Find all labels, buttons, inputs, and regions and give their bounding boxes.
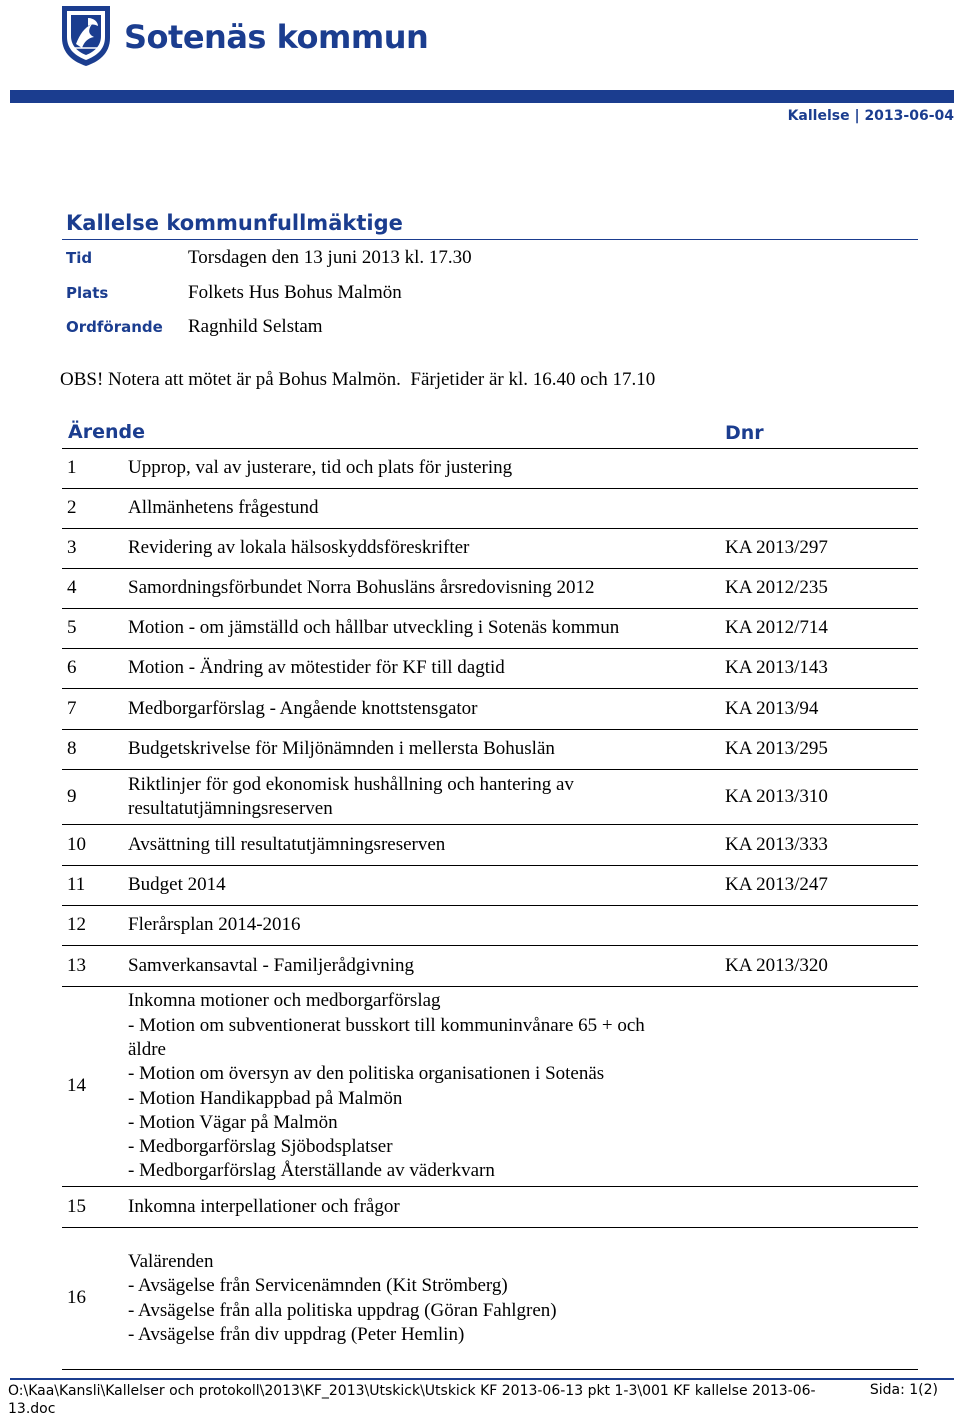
item-line: Valärenden — [128, 1250, 214, 1272]
page-title: Kallelse kommunfullmäktige — [66, 211, 403, 235]
meeting-notice: OBS! Notera att mötet är på Bohus Malmön. Färjetider är kl. 16.40 och 17.10 — [60, 369, 656, 390]
item-dnr: KA 2012/714 — [725, 617, 828, 639]
agenda-row — [62, 866, 918, 906]
agenda-row — [62, 770, 918, 825]
item-line: Avsättning till resultatutjämningsreserven — [128, 833, 446, 855]
item-dnr: KA 2013/310 — [725, 785, 828, 807]
agenda-row — [62, 609, 918, 649]
item-line: - Motion om översyn av den politiska organisationen i Sotenäs — [128, 1063, 605, 1085]
item-number: 12 — [67, 914, 86, 936]
info-row-tid — [66, 243, 472, 273]
agenda-header — [62, 415, 918, 449]
item-number: 3 — [67, 537, 77, 559]
item-line: Samordningsförbundet Norra Bohusläns årsredovisning 2012 — [128, 577, 595, 599]
item-number: 5 — [67, 617, 77, 639]
agenda-row — [62, 730, 918, 770]
info-row-ordforande — [66, 312, 323, 342]
item-title — [128, 616, 725, 640]
item-title — [128, 576, 725, 600]
item-title — [128, 737, 725, 761]
tid-value: Torsdagen den 13 juni 2013 kl. 17.30 — [188, 247, 472, 268]
item-title — [128, 954, 725, 978]
agenda-row — [62, 449, 918, 489]
item-number: 6 — [67, 657, 77, 679]
item-dnr: KA 2012/235 — [725, 577, 828, 599]
item-line: Flerårsplan 2014-2016 — [128, 914, 301, 936]
org-name: Sotenäs kommun — [124, 18, 429, 56]
item-line: Budget 2014 — [128, 874, 226, 896]
item-line: Motion - Ändring av mötestider för KF till dagtid — [128, 657, 505, 679]
item-title — [128, 1250, 725, 1347]
item-line: Motion - om jämställd och hållbar utveckling i Sotenäs kommun — [128, 617, 620, 639]
item-title — [128, 833, 725, 857]
item-number: 15 — [67, 1195, 86, 1217]
item-line: resultatutjämningsreserven — [128, 798, 333, 819]
item-line: - Avsägelse från Servicenämnden (Kit Strömberg) — [128, 1275, 508, 1297]
item-number: 8 — [67, 738, 77, 760]
item-number: 1 — [67, 457, 77, 479]
item-number: 7 — [67, 697, 77, 719]
plats-label: Plats — [66, 284, 109, 302]
item-line: äldre — [128, 1038, 166, 1060]
crest-icon — [58, 4, 114, 68]
ordforande-label: Ordförande — [66, 318, 163, 336]
plats-value: Folkets Hus Bohus Malmön — [188, 282, 402, 303]
item-line: Upprop, val av justerare, tid och plats för justering — [128, 457, 513, 479]
item-line: Allmänhetens frågestund — [128, 497, 319, 519]
agenda-row — [62, 489, 918, 529]
file-path: O:\Kaa\Kansli\Kallelser och protokoll\2013\KF_2013\Utskick\Utskick KF 2013-06-13 pkt 1-3\001 KF kallelse 2013-06-13.doc — [8, 1383, 816, 1417]
item-line: - Medborgarförslag Sjöbodsplatser — [128, 1136, 393, 1158]
item-number: 10 — [67, 833, 86, 855]
item-title — [128, 873, 725, 897]
item-number: 11 — [67, 874, 86, 896]
ordforande-value: Ragnhild Selstam — [188, 316, 323, 337]
item-number: 14 — [67, 1075, 86, 1097]
item-title — [128, 496, 725, 520]
item-dnr: KA 2013/320 — [725, 954, 828, 976]
item-line: Budgetskrivelse för Miljönämnden i mellersta Bohuslän — [128, 738, 555, 760]
item-dnr: KA 2013/247 — [725, 874, 828, 896]
item-number: 13 — [67, 954, 86, 976]
item-title — [128, 536, 725, 560]
item-line: Samverkansavtal - Familjerådgivning — [128, 954, 414, 976]
item-number: 4 — [67, 577, 77, 599]
item-dnr: KA 2013/143 — [725, 657, 828, 679]
item-line: - Medborgarförslag Återställande av väderkvarn — [128, 1160, 495, 1182]
agenda-row — [62, 689, 918, 730]
item-title — [128, 456, 725, 480]
item-line: - Motion Vägar på Malmön — [128, 1111, 338, 1133]
item-title — [128, 1195, 725, 1219]
document-reference: Kallelse | 2013-06-04 — [787, 108, 954, 124]
agenda-row — [62, 825, 918, 866]
agenda-row — [62, 906, 918, 946]
item-line: Inkomna interpellationer och frågor — [128, 1195, 400, 1217]
item-line: - Motion om subventionerat busskort till kommuninvånare 65 + och — [128, 1014, 645, 1036]
item-number: 16 — [67, 1287, 86, 1309]
info-row-plats — [66, 278, 402, 308]
item-dnr: KA 2013/94 — [725, 697, 819, 719]
agenda-body — [62, 449, 918, 1370]
item-title — [128, 656, 725, 680]
agenda-row — [62, 946, 918, 987]
column-header-dnr: Dnr — [725, 422, 764, 444]
header-bar — [10, 90, 954, 103]
item-title — [128, 773, 725, 822]
agenda-row — [62, 1228, 918, 1370]
item-line: Inkomna motioner och medborgarförslag — [128, 990, 441, 1012]
agenda-table — [62, 415, 918, 1370]
agenda-row — [62, 529, 918, 569]
item-line: - Motion Handikappbad på Malmön — [128, 1087, 403, 1109]
item-line: - Avsägelse från alla politiska uppdrag (Göran Fahlgren) — [128, 1299, 557, 1321]
org-logo — [58, 3, 428, 69]
item-line: - Avsägelse från div uppdrag (Peter Hemlin) — [128, 1323, 465, 1345]
item-line: Revidering av lokala hälsoskyddsföreskrifter — [128, 537, 470, 559]
item-dnr: KA 2013/295 — [725, 738, 828, 760]
page-number: Sida: 1(2) — [869, 1382, 938, 1398]
item-line: Riktlinjer för god ekonomisk hushållning och hantering av — [128, 773, 574, 795]
item-title — [128, 989, 725, 1183]
agenda-row — [62, 569, 918, 609]
agenda-row — [62, 987, 918, 1187]
item-number: 9 — [67, 785, 77, 807]
column-header-arende: Ärende — [68, 421, 145, 443]
title-divider — [62, 239, 918, 240]
item-dnr: KA 2013/333 — [725, 833, 828, 855]
footer-divider — [10, 1378, 954, 1380]
tid-label: Tid — [66, 249, 93, 267]
item-dnr: KA 2013/297 — [725, 537, 828, 559]
item-title — [128, 913, 725, 937]
agenda-row — [62, 649, 918, 689]
agenda-row — [62, 1187, 918, 1228]
item-number: 2 — [67, 497, 77, 519]
item-title — [128, 697, 725, 721]
item-line: Medborgarförslag - Angående knottstensgator — [128, 697, 478, 719]
